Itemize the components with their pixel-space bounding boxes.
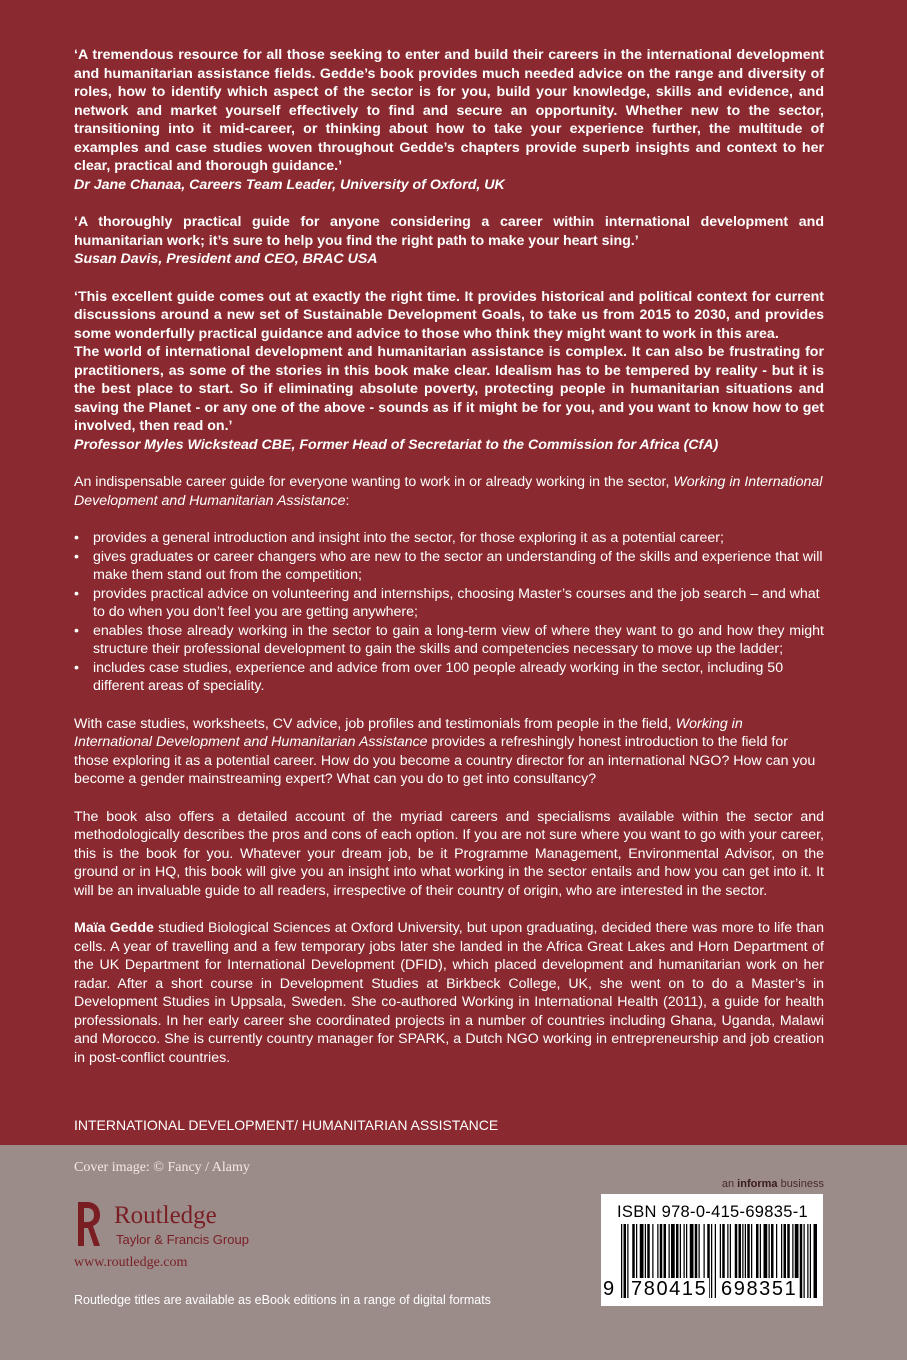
informa-name: informa (737, 1178, 778, 1190)
barcode-bar (715, 1224, 716, 1298)
feature-list (74, 529, 824, 696)
list-item-text: includes case studies, experience and advice from over 100 people already working in the sector, including 50 different areas of speciality. (93, 659, 784, 694)
barcode-bar (800, 1224, 803, 1298)
author-bio (74, 919, 824, 1067)
barcode-digit-first: 9 (603, 1278, 615, 1300)
intro-colon: : (345, 492, 350, 509)
barcode-digits-left: 780415 (631, 1278, 708, 1300)
publisher-name: Routledge (114, 1202, 217, 1229)
intro-text: An indispensable career guide for everyone wanting to work in or already working in the sector, (74, 474, 674, 490)
barcode-bar (804, 1224, 805, 1298)
list-item-text: provides a general introduction and insight into the sector, for those exploring it as a potential career; (93, 530, 724, 546)
book-title: Working in International Development and Humanitarian Assistance (74, 715, 743, 750)
para-text: provides a refreshingly honest introduction to the field for those exploring it as a potential career. How do you become a country director for an international NGO? How can you become a gender mainstreaming expert? What can you do to get into consultancy? (74, 734, 816, 787)
informa-suffix: business (777, 1178, 824, 1190)
subject-category: INTERNATIONAL DEVELOPMENT/ HUMANITARIAN ASSISTANCE (74, 1117, 499, 1133)
barcode-bar (810, 1224, 811, 1298)
barcode-digits-right: 698351 (721, 1278, 798, 1300)
quote-1 (74, 46, 824, 194)
bullet-icon: • (74, 622, 79, 639)
informa-prefix: an (721, 1178, 738, 1190)
quote-2 (74, 213, 824, 269)
barcode-bar (807, 1224, 808, 1298)
quote-text: ‘This excellent guide comes out at exactly the right time. It provides historical and political context for current discussions around a new set of Sustainable Development Goals, to take us from 2015 to 2030, and provides some wonderfully practical guidance and advice to those who think they might want to work in this area. (74, 288, 824, 342)
intro-paragraph (74, 473, 824, 510)
barcode-bar (624, 1224, 627, 1298)
barcode-bar (814, 1224, 818, 1298)
list-item (74, 622, 824, 659)
list-item-text: gives graduates or career changers who are new to the sector an understanding of the skills and experience that will make them stand out from the competition; (93, 548, 823, 583)
para-text: With case studies, worksheets, CV advice, job profiles and testimonials from people in the field, (74, 715, 676, 732)
description-paragraph-2: The book also offers a detailed account of the myriad careers and specialisms available within the sector and methodologically describes the pros and cons of each option. If you are not sure where you want to go with your career, this is the book for you. Whatever your dream job, be it Programme Management, Environmental Advisor, on the ground or in HQ, this book will give you an insight into what working in the sector entails and how you can get into it. It will be an invaluable guide to all readers, irrespective of their country of origin, who are interested in the sector. (74, 808, 824, 899)
ebook-notice: Routledge titles are available as eBook editions in a range of digital formats (74, 1293, 491, 1307)
quote-text: ‘A tremendous resource for all those seeking to enter and build their careers in the international development and humanitarian assistance fields. Gedde’s book provides much needed advice on the range and diversity of roles, how to identify which aspect of the sector is for you, build your knowledge, skills and evidence, and network and market yourself effectively to find and secure an opportunity. Whether new to the sector, transitioning into it mid-career, or thinking about how to take your experience further, the multitude of examples and case studies woven throughout Gedde’s chapters provide superb insights and context to her clear, practical and thorough guidance.’ (74, 47, 824, 174)
list-item (74, 659, 824, 696)
quote-text: ‘A thoroughly practical guide for anyone considering a career within international development and humanitarian work; it’s sure to help you find the right path to make your heart sing.’ (74, 214, 824, 249)
quote-attribution: Professor Myles Wickstead CBE, Former Head of Secretariat to the Commission for Africa (CfA) (74, 436, 719, 453)
quote-text-continued: The world of international development and humanitarian assistance is complex. It can also be frustrating for practitioners, as some of the stories in this book make clear. Idealism has to be tempered by reality - but it is the best place to start. So if eliminating absolute poverty, protecting people in humanitarian situations and saving the Planet - or any one of the above - sounds as if it might be for you, and you want to know how to get involved, then read on.’ (74, 344, 824, 434)
footer-band (0, 1145, 907, 1360)
quote-attribution: Susan Davis, President and CEO, BRAC USA (74, 251, 378, 267)
quote-attribution: Dr Jane Chanaa, Careers Team Leader, University of Oxford, UK (74, 176, 505, 193)
barcode-bar (711, 1224, 712, 1298)
book-title: Working in International Development and Humanitarian Assistance (74, 474, 823, 509)
cover-image-credit: Cover image: © Fancy / Alamy (74, 1160, 250, 1175)
author-bio-text: studied Biological Sciences at Oxford University, but upon graduating, decided there was more to life than cells. A year of travelling and a few temporary jobs later she landed in the Africa Great Lakes and Horn Department of the UK Department for International Development (DFID), which placed development and humanitarian work on her radar. After a short course in Development Studies at Birkbeck College, UK, she went on to do a Master’s in Development Studies in Uppsala, Sweden. She co-authored Working in International Health (2011), a guide for health professionals. In her early career she coordinated projects in a number of countries including Ghana, Uganda, Malawi and Morocco. She is currently country manager for SPARK, a Dutch NGO working in entrepreneurship and job creation in post-conflict countries. (74, 920, 824, 1066)
list-item (74, 529, 824, 548)
quote-3 (74, 288, 824, 455)
author-name: Maïa Gedde (74, 920, 154, 936)
list-item-text: provides practical advice on volunteering and internships, choosing Master’s courses and the job search – and what to do when you don’t feel you are getting anywhere; (93, 585, 820, 620)
informa-tagline (722, 1178, 824, 1190)
list-item (74, 548, 824, 585)
publisher-group: Taylor & Francis Group (116, 1232, 249, 1247)
description-paragraph-1 (74, 715, 824, 789)
list-item (74, 585, 824, 622)
isbn-text: ISBN 978-0-415-69835-1 (617, 1203, 808, 1221)
barcode-bar (621, 1224, 622, 1298)
bullet-icon: • (74, 585, 79, 602)
bullet-icon: • (74, 548, 79, 565)
publisher-url[interactable]: www.routledge.com (74, 1255, 188, 1270)
text-content (74, 46, 824, 1086)
bullet-icon: • (74, 659, 79, 676)
routledge-logo-icon (74, 1200, 102, 1248)
barcode-box (601, 1194, 823, 1306)
list-item-text: enables those already working in the sector to gain a long-term view of where they want to go and how they might structure their professional development to gain the skills and competencies necessary to move up the ladder; (93, 622, 824, 657)
routledge-logo (74, 1200, 314, 1252)
bullet-icon: • (74, 530, 79, 546)
